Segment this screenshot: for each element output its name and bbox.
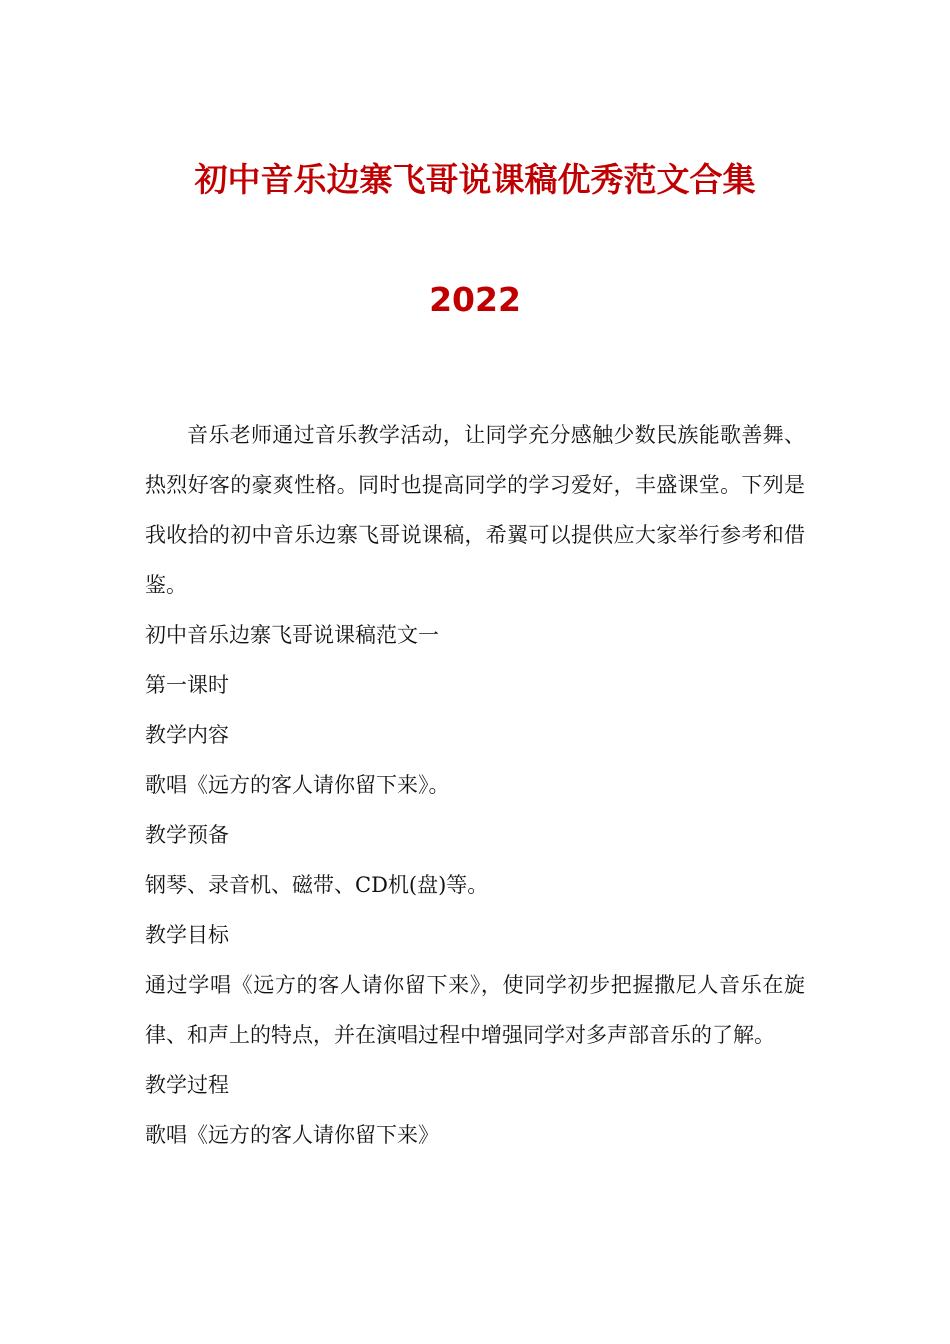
- document-title-year: 2022: [429, 280, 521, 319]
- prep-label: 教学预备: [145, 823, 229, 847]
- lesson-label: 第一课时: [145, 673, 229, 697]
- document-body: [145, 410, 805, 1160]
- content-text: 歌唱《远方的客人请你留下来》。: [145, 773, 450, 797]
- goal-label: 教学目标: [145, 923, 229, 947]
- content-label: 教学内容: [145, 723, 229, 747]
- section-heading: 初中音乐边寨飞哥说课稿范文一: [145, 623, 439, 647]
- goal-text: 通过学唱《远方的客人请你留下来》，使同学初步把握撒尼人音乐在旋律、和声上的特点，并在演唱过程中增强同学对多声部音乐的了解。: [145, 973, 805, 1047]
- prep-text: 钢琴、录音机、磁带、CD机(盘)等。: [145, 873, 489, 897]
- document-title: 初中音乐边寨飞哥说课稿优秀范文合集: [194, 160, 756, 199]
- intro-paragraph: 音乐老师通过音乐教学活动，让同学充分感触少数民族能歌善舞、热烈好客的豪爽性格。同时也提高同学的学习爱好，丰盛课堂。下列是我收拾的初中音乐边寨飞哥说课稿，希翼可以提供应大家举行参考和借鉴。: [145, 423, 805, 597]
- process-label: 教学过程: [145, 1073, 229, 1097]
- process-text: 歌唱《远方的客人请你留下来》: [145, 1123, 439, 1147]
